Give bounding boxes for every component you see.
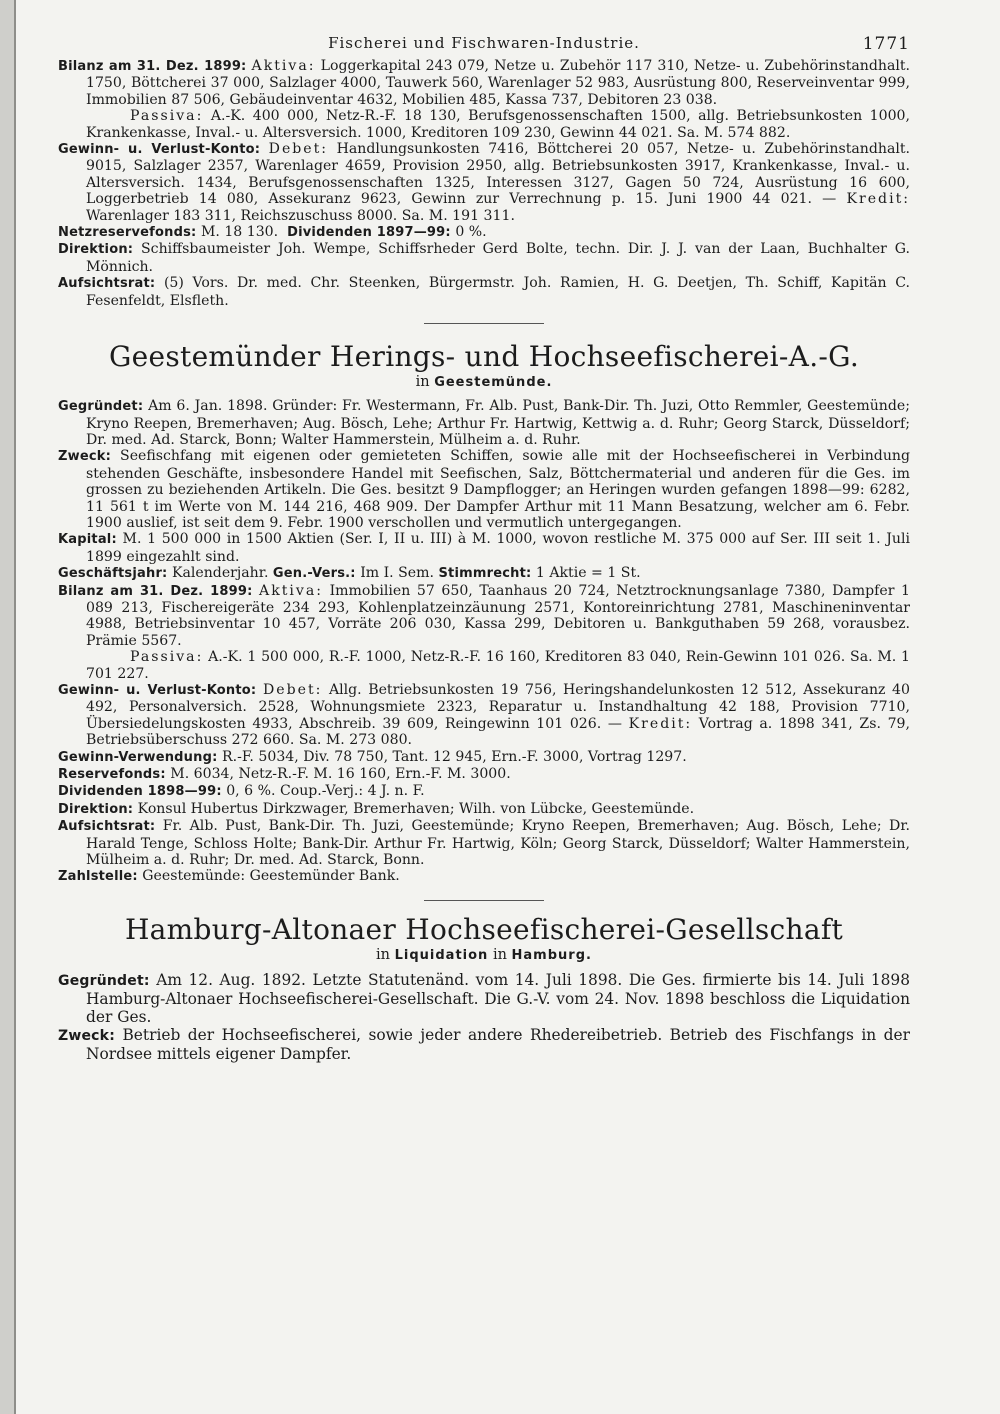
label-kredit: Kredit:	[846, 191, 911, 208]
label-aufsichtsrat-2: Aufsichtsrat:	[58, 819, 156, 835]
label-debet-2: Debet:	[262, 682, 323, 698]
gewinn-verwendung-value: R.-F. 5034, Div. 78 750, Tant. 12 945, Ern.-F. 3000, Vortrag 1297.	[221, 748, 687, 765]
label-netzreserve: Netzreservefonds:	[58, 225, 197, 241]
label-gegruendet-3: Gegründet:	[58, 972, 150, 989]
page-edge-shadow	[0, 0, 14, 1414]
entry-gegruendet	[58, 398, 910, 448]
aufsichtsrat-value-2: Fr. Alb. Pust, Bank-Dir. Th. Juzi, Geestemünde; Kryno Reepen, Bremerhaven; Aug. Bösch, Lehe; Dr. Harald Tenge, Schloss Holte; Bank-Dir. Arthur Fr. Hartwig, Köln; Georg Starck, Düsseldorf; Walter Hammerstein, Mülheim a. d. Ruhr; Dr. med. Ad. Starck, Bonn.	[86, 818, 910, 869]
genvers-value: Im I. Sem.	[360, 565, 434, 582]
geschaeftsjahr-value: Kalenderjahr.	[171, 565, 269, 582]
page-number: 1771	[862, 34, 910, 54]
label-guv: Gewinn- u. Verlust-Konto:	[58, 142, 261, 158]
reservefonds-value: M. 6034, Netz-R.-F. M. 16 160, Ern.-F. M. 3000.	[170, 766, 511, 783]
gegruendet-value: Am 6. Jan. 1898. Gründer: Fr. Westermann, Fr. Alb. Pust, Bank-Dir. Th. Juzi, Otto Remmler, Geestemünde; Kryno Reepen, Bremerhaven; Aug. Bösch, Lehe; Arthur Fr. Hartwig, Kettwig a. d. Ruhr; Georg Starck, Düsseldorf; Dr. med. Ad. Starck, Bonn; Walter Hammerstein, Mülheim a. d. Ruhr.	[86, 398, 910, 448]
location-place: Geestemünde.	[434, 375, 553, 391]
running-head-title: Fischerei und Fischwaren-Industrie.	[328, 34, 640, 52]
label-kredit-2: Kredit:	[628, 715, 693, 732]
label-gewinn-verwendung: Gewinn-Verwendung:	[58, 749, 218, 765]
entry-direktion-2	[58, 801, 910, 818]
page-edge-line	[14, 0, 16, 1414]
label-reservefonds: Reservefonds:	[58, 767, 166, 783]
entry-geschaeftsjahr	[58, 565, 910, 582]
passiva-values-2: A.-K. 1 500 000, R.-F. 1000, Netz-R.-F. 16 160, Kreditoren 83 040, Rein-Gewinn 101 026. Sa. M. 1 701 227.	[86, 649, 910, 682]
entry-bilanz	[58, 58, 910, 108]
entry-guv	[58, 141, 910, 224]
label-zahlstelle: Zahlstelle:	[58, 869, 138, 885]
aufsichtsrat-value: (5) Vors. Dr. med. Chr. Steenken, Bürgermstr. Joh. Ramien, H. G. Deetjen, Th. Schiff, Kapitän C. Fesenfeldt, Elsfleth.	[86, 275, 910, 309]
label-passiva: Passiva:	[130, 108, 204, 125]
location-place-3: Hamburg.	[511, 947, 592, 963]
label-guv-2: Gewinn- u. Verlust-Konto:	[58, 683, 257, 698]
zweck-value-3: Betrieb der Hochseefischerei, sowie jeder andere Rhedereibetrieb. Betrieb des Fischfangs in der Nordsee mittels eigener Dampfer.	[86, 1025, 910, 1063]
netzreserve-value: M. 18 130.	[200, 224, 279, 241]
aktiva-values-2: Immobilien 57 650, Taanhaus 20 724, Netztrocknungsanlage 7380, Dampfer 1 089 213, Fischereigeräte 234 293, Kohlenplatzeinzäunung 2571, Kontoreinrichtung 2781, Maschineninventar 4988, Betriebsinventar 10 457, Vorräte 206 030, Kassa 299, Debitoren u. Bankguthaben 59 268, vorausbez. Prämie 5567.	[86, 582, 910, 649]
entry-zweck	[58, 448, 910, 531]
label-dividenden-2: Dividenden 1898—99:	[58, 784, 222, 800]
label-stimmrecht: Stimmrecht:	[438, 566, 532, 582]
document-page	[58, 34, 910, 1063]
location-prefix-3: in	[376, 946, 391, 963]
direktion-value: Schiffsbaumeister Joh. Wempe, Schiffsrheder Gerd Bolte, techn. Dir. J. J. van der Laan, Buchhalter G. Mönnich.	[86, 241, 910, 275]
section-previous-company	[58, 58, 910, 309]
label-bilanz-2: Bilanz am 31. Dez. 1899:	[58, 583, 253, 599]
entry-aufsichtsrat-2	[58, 818, 910, 868]
company-location-3	[58, 947, 910, 963]
section-divider	[424, 323, 544, 324]
entry-dividenden-2	[58, 783, 910, 800]
entry-direktion	[58, 241, 910, 275]
label-passiva-2: Passiva:	[130, 649, 204, 666]
label-aktiva-2: Aktiva:	[259, 582, 324, 599]
kapital-value: M. 1 500 000 in 1500 Aktien (Ser. I, II u. III) à M. 1000, wovon restliche M. 375 000 auf Ser. III seit 1. Juli 1899 eingezahlt sind.	[86, 531, 911, 565]
label-zweck: Zweck:	[58, 449, 112, 465]
kredit-values-2: Vortrag a. 1898 341, Zs. 79, Betriebsüberschuss 272 660. Sa. M. 273 080.	[86, 715, 910, 749]
label-direktion: Direktion:	[58, 242, 134, 258]
entry-aufsichtsrat	[58, 275, 910, 309]
debet-values-2: Allg. Betriebsunkosten 19 756, Heringshandelunkosten 12 512, Assekuranz 40 492, Personalversich. 2528, Wohnungsmiete 2323, Reparatur u. Instandhaltung 42 188, Provision 7710, Übersiedelungskosten 4933, Abschreib. 39 609, Reingewinn 101 026. —	[86, 682, 910, 732]
label-aufsichtsrat: Aufsichtsrat:	[58, 276, 156, 292]
label-zweck-3: Zweck:	[58, 1027, 115, 1044]
section-hamburg-altonaer	[58, 913, 910, 1063]
label-direktion-2: Direktion:	[58, 801, 134, 817]
kredit-values: Warenlager 183 311, Reichszuschuss 8000. Sa. M. 191 311.	[86, 207, 515, 224]
entry-passiva-2	[58, 649, 910, 682]
aktiva-values: Loggerkapital 243 079, Netze u. Zubehör 117 310, Netze- u. Zubehörinstandhalt. 1750, Böttcherei 37 000, Salzlager 4000, Tauwerk 560, Warenlager 52 983, Ausrüstung 800, Reserveinventar 999, Immobilien 87 506, Gebäudeinventar 4632, Mobilien 485, Kassa 737, Debitoren 23 038.	[86, 58, 910, 108]
entry-gegruendet-3	[58, 971, 910, 1026]
label-aktiva: Aktiva:	[251, 58, 316, 74]
zweck-value: Seefischfang mit eigenen oder gemieteten Schiffen, sowie alle mit der Hochseefischerei in Verbindung stehenden Geschäfte, insbesondere Handel mit Seefischen, Salz, Böttchermaterial und anderen für die Ges. im grossen zu beziehenden Artikeln. Die Ges. besitzt 9 Dampflogger; an Heringen wurden gefangen 1898—99: 6282, 11 561 t im Werte von M. 144 216, 468 909. Der Dampfer Arthur mit 11 Mann Besatzung, welcher am 6. Febr. 1900 auslief, ist seit dem 9. Febr. 1900 verschollen und vermutlich untergegangen.	[86, 448, 911, 531]
label-bilanz: Bilanz am 31. Dez. 1899:	[58, 59, 247, 74]
section-geestemuender	[58, 340, 910, 886]
direktion-value-2: Konsul Hubertus Dirkzwager, Bremerhaven; Wilh. von Lübcke, Geestemünde.	[137, 800, 695, 817]
entry-passiva	[58, 108, 910, 141]
label-geschaeftsjahr: Geschäftsjahr:	[58, 566, 168, 582]
zahlstelle-value: Geestemünde: Geestemünder Bank.	[142, 868, 400, 885]
running-head	[58, 34, 910, 58]
entry-bilanz-2	[58, 583, 910, 650]
location-status-3: Liquidation	[394, 947, 489, 963]
passiva-values: A.-K. 400 000, Netz-R.-F. 18 130, Berufsgenossenschaften 1500, allg. Betriebsunkosten 1000, Krankenkasse, Inval.- u. Altersversich. 1000, Kreditoren 109 230, Gewinn 44 021. Sa. M. 574 882.	[86, 108, 911, 141]
stimmrecht-value: 1 Aktie = 1 St.	[535, 565, 641, 582]
entry-zahlstelle	[58, 868, 910, 885]
label-debet: Debet:	[268, 141, 329, 158]
dividenden-value-2: 0, 6 %. Coup.-Verj.: 4 J. n. F.	[226, 783, 425, 800]
entry-zweck-3	[58, 1026, 910, 1063]
company-title-3: Hamburg-Altonaer Hochseefischerei-Gesellschaft	[124, 912, 844, 946]
debet-values: Handlungsunkosten 7416, Böttcherei 20 057, Netze- u. Zubehörinstandhalt. 9015, Salzlager 2357, Warenlager 4659, Provision 2950, allg. Betriebsunkosten 3917, Krankenkasse, Inval.- u. Altersversich. 1434, Berufsgenossenschaften 1325, Interessen 3127, Gagen 50 724, Ausrüstung 16 600, Loggerbetrieb 14 080, Assekuranz 9623, Gewinn zur Verrechnung p. 15. Juni 1900 44 021. —	[86, 141, 910, 208]
company-title: Geestemünder Herings- und Hochseefischerei-A.-G.	[108, 340, 860, 374]
entry-reservefonds	[58, 766, 910, 783]
location-prefix: in	[415, 374, 430, 391]
label-dividenden: Dividenden 1897—99:	[287, 225, 451, 241]
dividenden-value: 0 %.	[455, 224, 487, 241]
location-mid-3: in	[492, 946, 507, 963]
section-divider-2	[424, 900, 544, 901]
label-gegruendet: Gegründet:	[58, 399, 144, 415]
entry-guv-2	[58, 682, 910, 749]
label-genvers: Gen.-Vers.:	[272, 566, 356, 582]
gegruendet-value-3: Am 12. Aug. 1892. Letzte Statutenänd. vom 14. Juli 1898. Die Ges. firmierte bis 14. Juli 1898 Hamburg-Altonaer Hochseefischerei-Gesellschaft. Die G.-V. vom 24. Nov. 1898 beschloss die Liquidation der Ges.	[86, 970, 910, 1026]
company-location	[58, 374, 910, 390]
label-kapital: Kapital:	[58, 532, 117, 548]
entry-netzreserve	[58, 224, 910, 241]
entry-gewinn-verwendung	[58, 749, 910, 766]
entry-kapital	[58, 531, 910, 565]
